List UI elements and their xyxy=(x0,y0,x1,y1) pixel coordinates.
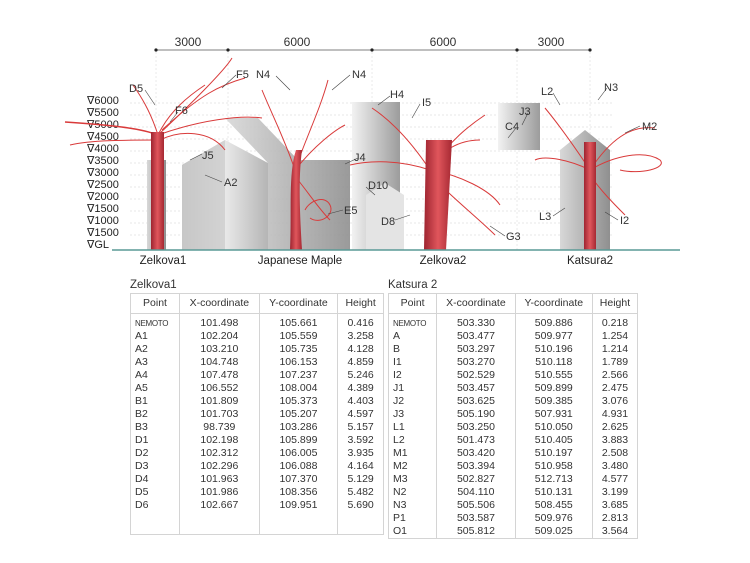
y-cell: 509.976 xyxy=(515,512,592,525)
point-cell: A2 xyxy=(131,343,180,356)
column-header: Height xyxy=(338,294,384,314)
dimension-line xyxy=(154,35,591,52)
table-row xyxy=(131,395,384,408)
table-row xyxy=(131,330,384,343)
x-cell: 101.986 xyxy=(180,486,260,499)
height-cell: 4.931 xyxy=(592,408,637,421)
point-label: D5 xyxy=(129,83,144,95)
point-label: J4 xyxy=(354,152,366,164)
x-cell: 503.297 xyxy=(437,343,515,356)
point-cell: A3 xyxy=(131,356,180,369)
table-row xyxy=(131,382,384,395)
column-header: X-coordinate xyxy=(437,294,515,314)
point-label: A2 xyxy=(224,177,238,189)
x-cell: 502.827 xyxy=(437,473,515,486)
x-cell: 502.529 xyxy=(437,369,515,382)
height-cell: 1.254 xyxy=(592,330,637,343)
y-cell: 109.951 xyxy=(259,499,338,512)
point-label: L2 xyxy=(541,86,554,98)
point-cell: NEMOTO xyxy=(389,314,437,331)
table-row xyxy=(389,343,638,356)
x-cell: 503.330 xyxy=(437,314,515,331)
trunk-zelkova2 xyxy=(424,140,452,250)
point-cell: NEMOTO xyxy=(131,314,180,331)
y-cell: 510.958 xyxy=(515,460,592,473)
y-cell: 103.286 xyxy=(259,421,338,434)
x-cell: 503.587 xyxy=(437,512,515,525)
table-row xyxy=(389,486,638,499)
point-cell: B xyxy=(389,343,437,356)
trunk-katsura2 xyxy=(584,142,596,250)
x-cell: 505.812 xyxy=(437,525,515,539)
x-cell: 106.552 xyxy=(180,382,260,395)
table-row xyxy=(389,382,638,395)
y-cell: 509.385 xyxy=(515,395,592,408)
height-cell: 0.218 xyxy=(592,314,637,331)
y-cell: 105.207 xyxy=(259,408,338,421)
height-cell: 5.129 xyxy=(338,473,384,486)
y-cell: 507.931 xyxy=(515,408,592,421)
table-row xyxy=(389,395,638,408)
x-cell: 102.204 xyxy=(180,330,260,343)
y-cell: 510.131 xyxy=(515,486,592,499)
point-cell: P1 xyxy=(389,512,437,525)
y-cell: 106.153 xyxy=(259,356,338,369)
height-cell: 4.859 xyxy=(338,356,384,369)
y-cell: 106.005 xyxy=(259,447,338,460)
point-label: M2 xyxy=(642,121,658,133)
level-label: ∇3500 xyxy=(87,155,119,167)
point-cell: A4 xyxy=(131,369,180,382)
point-cell: O1 xyxy=(389,525,437,539)
y-cell: 510.196 xyxy=(515,343,592,356)
point-label: D10 xyxy=(368,180,389,192)
height-cell: 5.246 xyxy=(338,369,384,382)
tree-name-zelkova2: Zelkova2 xyxy=(419,255,467,267)
x-cell: 101.703 xyxy=(180,408,260,421)
x-cell: 503.250 xyxy=(437,421,515,434)
point-cell: A xyxy=(389,330,437,343)
x-cell: 102.312 xyxy=(180,447,260,460)
height-cell: 5.482 xyxy=(338,486,384,499)
point-cell: M1 xyxy=(389,447,437,460)
level-label: ∇1500 xyxy=(87,227,119,239)
table-row xyxy=(389,330,638,343)
level-label: ∇GL xyxy=(87,239,110,251)
table-title-katsura2: Katsura 2 xyxy=(388,279,438,291)
table-row xyxy=(389,460,638,473)
x-cell: 503.420 xyxy=(437,447,515,460)
building-walls xyxy=(147,102,610,250)
table-row xyxy=(131,434,384,447)
point-cell: J2 xyxy=(389,395,437,408)
point-cell: J3 xyxy=(389,408,437,421)
height-cell: 4.577 xyxy=(592,473,637,486)
height-cell: 4.389 xyxy=(338,382,384,395)
table-row xyxy=(131,356,384,369)
height-cell: 3.199 xyxy=(592,486,637,499)
table-row xyxy=(131,314,384,331)
height-cell: 4.164 xyxy=(338,460,384,473)
table-row xyxy=(389,356,638,369)
height-cell: 3.564 xyxy=(592,525,637,539)
y-cell: 107.370 xyxy=(259,473,338,486)
point-label: E5 xyxy=(344,205,358,217)
point-cell: M3 xyxy=(389,473,437,486)
y-cell: 107.237 xyxy=(259,369,338,382)
point-label: G3 xyxy=(506,231,521,243)
level-label: ∇6000 xyxy=(87,95,119,107)
height-cell: 3.258 xyxy=(338,330,384,343)
point-cell: B2 xyxy=(131,408,180,421)
column-header: Y-coordinate xyxy=(259,294,338,314)
table-row xyxy=(131,421,384,434)
point-label: F5 xyxy=(236,69,249,81)
point-cell: D3 xyxy=(131,460,180,473)
x-cell: 101.809 xyxy=(180,395,260,408)
height-cell: 4.128 xyxy=(338,343,384,356)
point-label: H4 xyxy=(390,89,405,101)
x-cell: 103.210 xyxy=(180,343,260,356)
tree-name-japanese-maple: Japanese Maple xyxy=(257,255,343,267)
point-cell: D5 xyxy=(131,486,180,499)
height-cell: 2.813 xyxy=(592,512,637,525)
point-cell: B1 xyxy=(131,395,180,408)
point-label: N4 xyxy=(256,69,271,81)
y-cell: 509.899 xyxy=(515,382,592,395)
height-cell: 3.480 xyxy=(592,460,637,473)
x-cell: 104.748 xyxy=(180,356,260,369)
x-cell: 102.296 xyxy=(180,460,260,473)
y-cell: 108.004 xyxy=(259,382,338,395)
level-label: ∇2000 xyxy=(87,191,119,203)
table-row xyxy=(389,499,638,512)
x-cell: 107.478 xyxy=(180,369,260,382)
point-cell: J1 xyxy=(389,382,437,395)
y-cell: 510.050 xyxy=(515,421,592,434)
level-label: ∇2500 xyxy=(87,179,119,191)
table-title-zelkova1: Zelkova1 xyxy=(130,279,177,291)
point-label: C4 xyxy=(505,121,520,133)
y-cell: 105.735 xyxy=(259,343,338,356)
x-cell: 102.667 xyxy=(180,499,260,512)
height-cell: 3.592 xyxy=(338,434,384,447)
height-cell: 2.475 xyxy=(592,382,637,395)
table-row xyxy=(131,460,384,473)
point-label: N3 xyxy=(604,82,619,94)
point-label: J3 xyxy=(519,106,531,118)
point-label: J5 xyxy=(202,150,214,162)
table-row xyxy=(131,447,384,460)
x-cell: 501.473 xyxy=(437,434,515,447)
level-label: ∇4500 xyxy=(87,131,119,143)
point-label: D8 xyxy=(381,216,396,228)
y-cell: 106.088 xyxy=(259,460,338,473)
height-cell: 1.214 xyxy=(592,343,637,356)
point-label: I2 xyxy=(620,215,630,227)
table-row xyxy=(389,421,638,434)
height-cell: 3.883 xyxy=(592,434,637,447)
point-cell: D6 xyxy=(131,499,180,512)
point-label: F6 xyxy=(175,105,188,117)
level-label: ∇5000 xyxy=(87,119,119,131)
point-cell: I2 xyxy=(389,369,437,382)
point-cell: I1 xyxy=(389,356,437,369)
tree-name-labels xyxy=(140,255,613,267)
table-row xyxy=(389,369,638,382)
level-labels xyxy=(86,95,119,251)
tree-elevation-diagram xyxy=(0,0,750,270)
point-cell: L1 xyxy=(389,421,437,434)
coordinates-table-katsura2 xyxy=(388,293,638,539)
x-cell: 504.110 xyxy=(437,486,515,499)
y-cell: 105.661 xyxy=(259,314,338,331)
tree-name-zelkova1: Zelkova1 xyxy=(139,255,187,267)
point-cell: L2 xyxy=(389,434,437,447)
height-cell: 2.566 xyxy=(592,369,637,382)
column-header: Y-coordinate xyxy=(515,294,592,314)
level-label: ∇1000 xyxy=(87,215,119,227)
tree-name-katsura2: Katsura2 xyxy=(566,255,614,267)
table-row xyxy=(131,486,384,499)
point-cell: D4 xyxy=(131,473,180,486)
level-label: ∇3000 xyxy=(87,167,119,179)
y-cell: 509.886 xyxy=(515,314,592,331)
x-cell: 503.270 xyxy=(437,356,515,369)
y-cell: 105.899 xyxy=(259,434,338,447)
column-header: X-coordinate xyxy=(180,294,260,314)
point-cell: N2 xyxy=(389,486,437,499)
height-cell: 3.935 xyxy=(338,447,384,460)
table-row xyxy=(131,408,384,421)
y-cell: 508.455 xyxy=(515,499,592,512)
dimension-label: 3000 xyxy=(537,35,565,49)
table-row xyxy=(131,473,384,486)
column-header: Point xyxy=(131,294,180,314)
height-cell: 1.789 xyxy=(592,356,637,369)
level-label: ∇1500 xyxy=(87,203,119,215)
dimension-label: 6000 xyxy=(283,35,311,49)
table-row-empty xyxy=(131,512,384,535)
x-cell: 102.198 xyxy=(180,434,260,447)
table-row xyxy=(131,369,384,382)
table-row xyxy=(389,525,638,539)
point-cell: N3 xyxy=(389,499,437,512)
y-cell: 509.977 xyxy=(515,330,592,343)
table-row xyxy=(131,499,384,512)
point-label: I5 xyxy=(422,97,432,109)
height-cell: 3.685 xyxy=(592,499,637,512)
x-cell: 98.739 xyxy=(180,421,260,434)
x-cell: 503.394 xyxy=(437,460,515,473)
coordinates-table-zelkova1 xyxy=(130,293,384,535)
table-row xyxy=(389,447,638,460)
dimension-label: 6000 xyxy=(429,35,457,49)
y-cell: 510.118 xyxy=(515,356,592,369)
level-label: ∇5500 xyxy=(87,107,119,119)
x-cell: 503.477 xyxy=(437,330,515,343)
x-cell: 503.625 xyxy=(437,395,515,408)
table-row xyxy=(389,408,638,421)
height-cell: 2.625 xyxy=(592,421,637,434)
level-label: ∇4000 xyxy=(87,143,119,155)
column-header: Point xyxy=(389,294,437,314)
y-cell: 512.713 xyxy=(515,473,592,486)
table-row xyxy=(389,473,638,486)
height-cell: 5.157 xyxy=(338,421,384,434)
y-cell: 105.373 xyxy=(259,395,338,408)
table-header-row xyxy=(131,294,384,314)
x-cell: 503.457 xyxy=(437,382,515,395)
point-cell: D1 xyxy=(131,434,180,447)
x-cell: 505.506 xyxy=(437,499,515,512)
y-cell: 509.025 xyxy=(515,525,592,539)
height-cell: 2.508 xyxy=(592,447,637,460)
dimension-label: 3000 xyxy=(174,35,202,49)
table-row xyxy=(131,343,384,356)
y-cell: 510.405 xyxy=(515,434,592,447)
point-label: L3 xyxy=(539,211,552,223)
point-cell: B3 xyxy=(131,421,180,434)
point-cell: A1 xyxy=(131,330,180,343)
column-header: Height xyxy=(592,294,637,314)
table-row xyxy=(389,434,638,447)
height-cell: 4.403 xyxy=(338,395,384,408)
table-row xyxy=(389,314,638,331)
y-cell: 510.555 xyxy=(515,369,592,382)
point-label: N4 xyxy=(352,69,367,81)
x-cell: 505.190 xyxy=(437,408,515,421)
x-cell: 101.498 xyxy=(180,314,260,331)
trunk-zelkova1 xyxy=(151,132,164,250)
table-header-row xyxy=(389,294,638,314)
point-cell: D2 xyxy=(131,447,180,460)
x-cell: 101.963 xyxy=(180,473,260,486)
table-row xyxy=(389,512,638,525)
height-cell: 0.416 xyxy=(338,314,384,331)
y-cell: 510.197 xyxy=(515,447,592,460)
height-cell: 3.076 xyxy=(592,395,637,408)
point-cell: M2 xyxy=(389,460,437,473)
height-cell: 5.690 xyxy=(338,499,384,512)
y-cell: 108.356 xyxy=(259,486,338,499)
height-cell: 4.597 xyxy=(338,408,384,421)
point-cell: A5 xyxy=(131,382,180,395)
y-cell: 105.559 xyxy=(259,330,338,343)
